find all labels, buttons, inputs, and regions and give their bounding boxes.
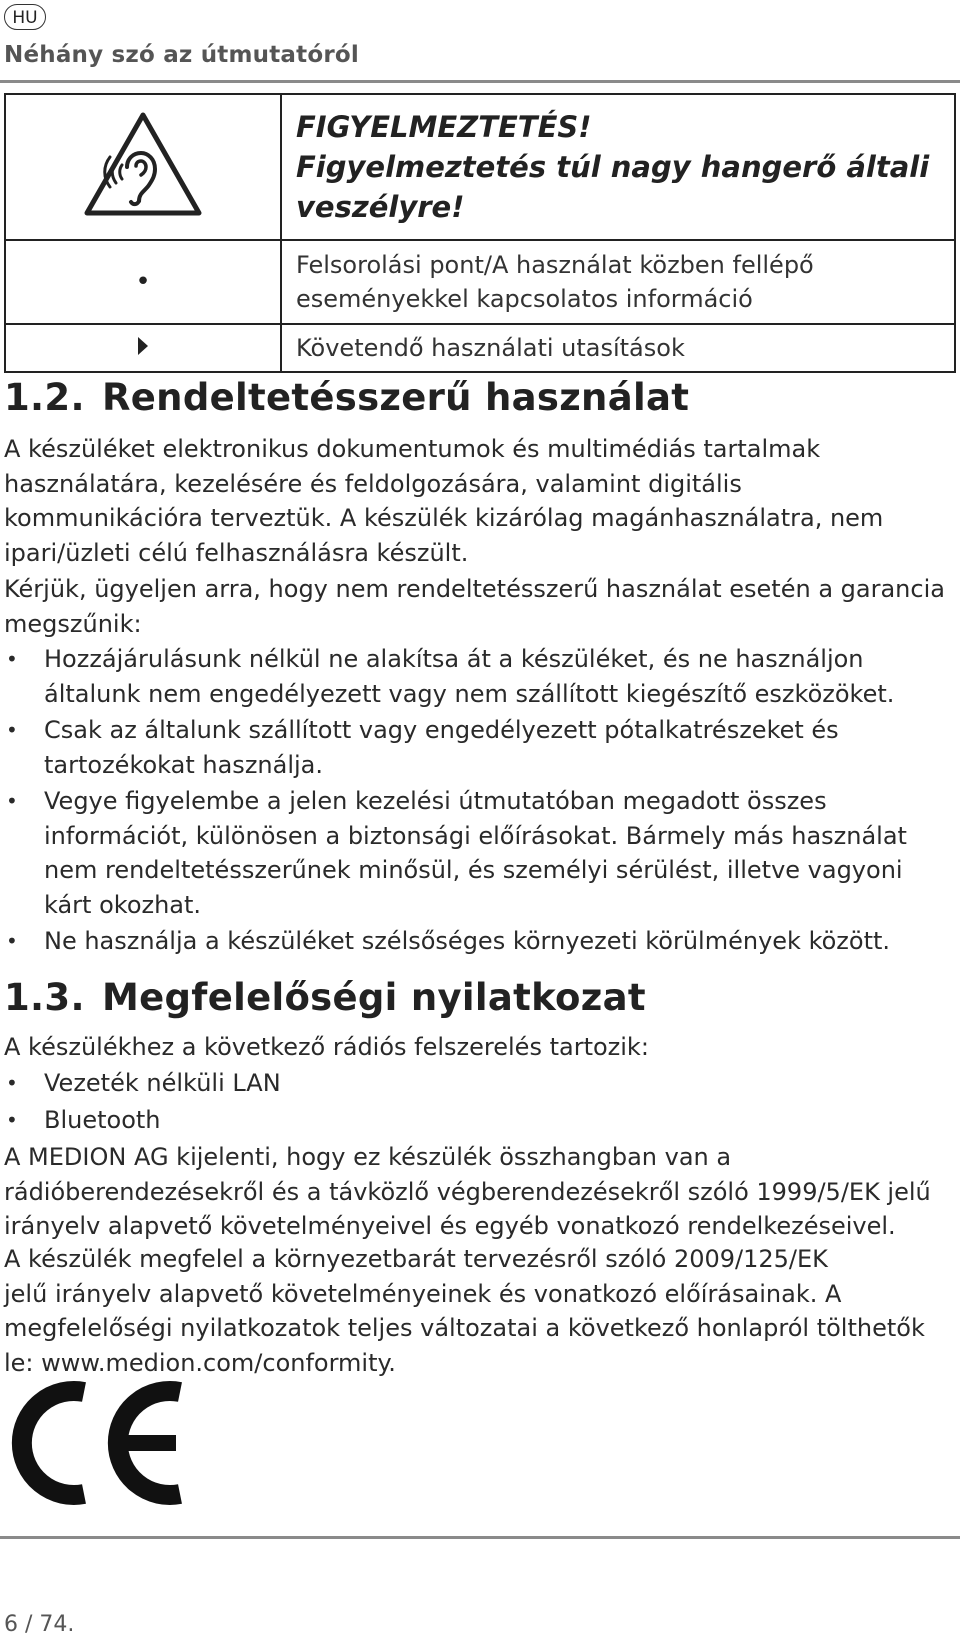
bullet-symbol: • [6, 647, 18, 671]
section-heading-conformity [4, 976, 646, 1019]
list-item [4, 1103, 954, 1138]
list-item [4, 642, 954, 711]
bullet-symbol: • [6, 789, 18, 813]
section-title: Rendeltetésszerű használat [102, 376, 690, 419]
text-line: megszűnik: [4, 609, 142, 638]
warning-title [296, 101, 953, 233]
bullet-symbol: • [135, 267, 151, 297]
legend-symbol-cell [5, 324, 281, 372]
legend-row-bullet [5, 240, 955, 324]
ecodesign-paragraph [4, 1242, 954, 1380]
text-line: A készülék megfelel a környezetbarát tervezésről szóló 2009/125/EK [4, 1245, 828, 1273]
legend-instruction-text [281, 324, 955, 372]
bullet-symbol: • [6, 1071, 18, 1095]
text-line: irányelv alapvető követelményeivel és egyéb vonatkozó rendelkezéseivel. [4, 1212, 896, 1240]
text-line: Kérjük, ügyeljen arra, hogy nem rendeltetésszerű használat esetén a garancia [4, 575, 945, 603]
text-line: A MEDION AG kijelenti, hogy ez készülék összhangban van a [4, 1143, 732, 1171]
legend-symbol-cell [5, 94, 281, 240]
text-line: tartozékokat használja. [44, 750, 323, 779]
section-title: Megfelelőségi nyilatkozat [102, 976, 646, 1019]
text-line: Vegye figyelembe a jelen kezelési útmutatóban megadott összes [44, 787, 827, 815]
running-header: Néhány szó az útmutatóról [4, 42, 359, 68]
bullet-symbol: • [6, 718, 18, 742]
text-line: rádióberendezésekről és a távközlő végberendezésekről szóló 1999/5/EK jelű [4, 1177, 931, 1206]
legend-line: Felsorolási pont/A használat közben fellépő [296, 251, 814, 279]
legend-line: eseményekkel kapcsolatos információ [296, 285, 753, 313]
radio-equipment-list [4, 1066, 954, 1139]
warning-title-line: FIGYELMEZTETÉS! [296, 110, 592, 144]
warning-title-line: Figyelmeztetés túl nagy hangerő általi [296, 150, 930, 184]
bullet-symbol: • [6, 1107, 18, 1132]
page-number: 6 / 74. [4, 1612, 75, 1637]
header-divider [0, 80, 960, 83]
text-line: le: www.medion.com/conformity. [4, 1348, 396, 1377]
legend-warning-text [281, 94, 955, 240]
warranty-paragraph [4, 572, 954, 641]
list-item [4, 784, 954, 922]
ce-mark-icon [4, 1378, 188, 1508]
text-line: ipari/üzleti célú felhasználásra készült. [4, 538, 469, 567]
legend-row-warning [5, 94, 955, 240]
text-line: általunk nem engedélyezett vagy nem szállított kiegészítő eszközöket. [44, 679, 895, 708]
list-item [4, 713, 954, 782]
footer-divider [0, 1536, 960, 1539]
intended-use-paragraph [4, 432, 954, 570]
legend-row-instruction [5, 324, 955, 372]
text-line: kommunikációra terveztük. A készülék kizárólag magánhasználatra, nem [4, 504, 884, 532]
bullet-symbol: • [6, 929, 18, 953]
radio-equipment-intro: A készülékhez a következő rádiós felszerelés tartozik: [4, 1033, 649, 1061]
text-line: nem rendeltetésszerűnek minősül, és személyi sérülést, illetve vagyoni [44, 856, 903, 884]
text-line: Csak az általunk szállított vagy engedélyezett pótalkatrészeket és [44, 716, 839, 744]
text-line: Ne használja a készüléket szélsőséges környezeti körülmények között. [44, 927, 891, 955]
list-item [4, 924, 954, 959]
hearing-warning-icon [81, 109, 205, 221]
arrow-right-icon [137, 336, 149, 356]
legend-line: Követendő használati utasítások [296, 334, 685, 362]
intended-use-bullet-list [4, 642, 954, 961]
text-line: A készüléket elektronikus dokumentumok és multimédiás tartalmak [4, 435, 821, 463]
text-line: Hozzájárulásunk nélkül ne alakítsa át a készüléket, és ne használjon [44, 645, 864, 673]
text-line: Bluetooth [44, 1105, 161, 1134]
warning-title-line: veszélyre! [296, 190, 465, 224]
text-line: kárt okozhat. [44, 890, 202, 919]
legend-bullet-text [281, 240, 955, 324]
language-badge: HU [4, 4, 46, 30]
text-line: használatára, kezelésére és feldolgozására, valamint digitális [4, 469, 742, 498]
legend-symbol-cell [5, 240, 281, 324]
text-line: jelű irányelv alapvető követelményeinek és vonatkozó előírásainak. A [4, 1279, 842, 1308]
text-line: információt, különösen a biztonsági előírásokat. Bármely más használat [44, 821, 907, 850]
section-heading-intended-use [4, 376, 689, 419]
text-line: Vezeték nélküli LAN [44, 1069, 281, 1097]
section-number: 1.2. [4, 376, 85, 419]
symbol-legend-table [4, 93, 956, 373]
text-line: megfelelőségi nyilatkozatok teljes változatai a következő honlapról tölthetők [4, 1314, 925, 1342]
section-number: 1.3. [4, 976, 85, 1019]
declaration-paragraph [4, 1140, 954, 1244]
list-item [4, 1066, 954, 1101]
